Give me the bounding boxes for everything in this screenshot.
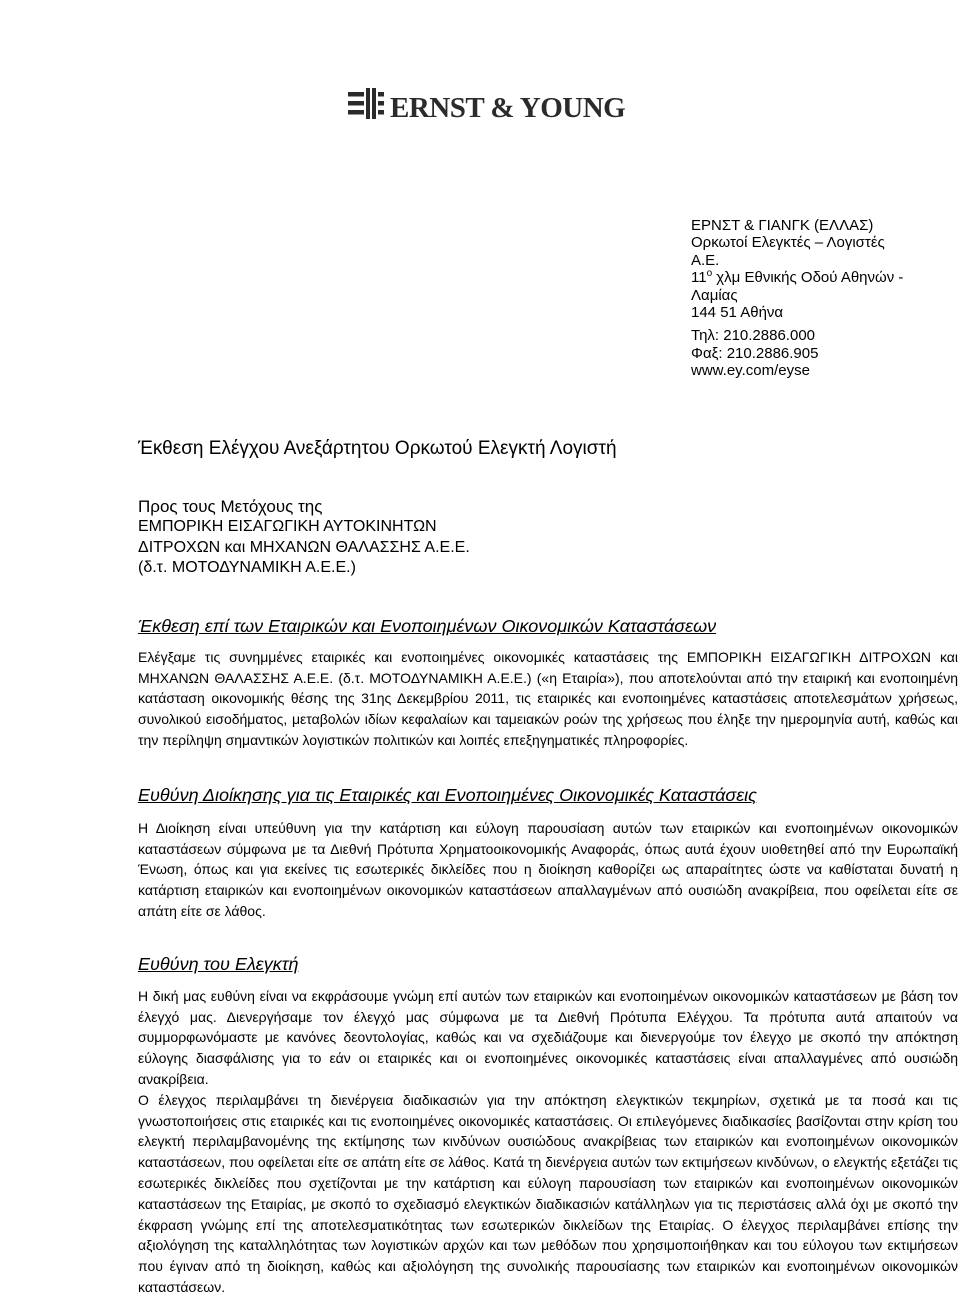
- company-name-line-1: ΕΜΠΟΡΙΚΗ ΕΙΣΑΓΩΓΙΚΗ ΑΥΤΟΚΙΝΗΤΩΝ: [138, 518, 437, 535]
- report-body: [138, 438, 958, 1298]
- paragraph-audit-procedures: Ο έλεγχος περιλαμβάνει τη διενέργεια διαδικασιών για την απόκτηση ελεγκτικών τεκμηρίων, σχετικά με τα ποσά και τις γνωστοποιήσεις στις εταιρικές και τις ενοποιημένες οικονομικές καταστάσεις. Οι επιλεγόμενες διαδικασίες βασίζονται στην κρίση του ελεγκτή περιλαμβανομένης της εκτίμησης των κινδύνων ουσιώδους ανακρίβειας των εταιρικών και ενοποιημένων οικονομικών καταστάσεων, που οφείλεται είτε σε απάτη είτε σε λάθος. Κατά τη διενέργεια αυτών των εκτιμήσεων κινδύνων, ο ελεγκτής εξετάζει τις εσωτερικές δικλείδες που σχετίζονται με την κατάρτιση και εύλογη παρουσίαση των εταιρικών και ενοποιημένων οικονομικών καταστάσεων της Εταιρίας, με σκοπό το σχεδιασμό ελεγκτικών διαδικασιών κατάλληλων για τις περιστάσεις αλλά όχι με σκοπό την έκφραση γνώμης επί της αποτελεσματικότητας των εσωτερικών δικλείδων της Εταιρίας. Ο έλεγχος περιλαμβάνει επίσης την αξιολόγηση της καταλληλότητας των λογιστικών αρχών και των μεθόδων που χρησιμοποιήθηκαν και του εύλογου των εκτιμήσεων που έγιναν από τη διοίκηση, καθώς και αξιολόγηση της συνολικής παρουσίασης των εταιρικών και ενοποιημένων οικονομικών καταστάσεων.: [138, 1091, 958, 1295]
- paragraph-auditor-responsibility: Η δική μας ευθύνη είναι να εκφράσουμε γνώμη επί αυτών των εταιρικών και ενοποιημένων οικονομικών καταστάσεων με βάση τον έλεγχό μας. Διενεργήσαμε τον έλεγχό μας σύμφωνα με τα Διεθνή Πρότυπα Ελέγχου. Τα πρότυπα αυτά απαιτούν να συμμορφωνόμαστε με κανόνες δεοντολογίας, καθώς και να σχεδιάζουμε και διενεργούμε τον έλεγχο με σκοπό την απόκτηση εύλογης διασφάλισης για το εάν οι εταιρικές και οι ενοποιημένες οικονομικές καταστάσεις είναι απαλλαγμένες από ουσιώδη ανακρίβεια.: [138, 987, 958, 1087]
- ernst-young-logo: [346, 84, 626, 124]
- company-name-line-3: (δ.τ. ΜΟΤΟΔΥΝΑΜΙΚΗ Α.Ε.Ε.): [138, 559, 356, 577]
- phone-number: Τηλ: 210.2886.000: [691, 327, 815, 345]
- report-title: Έκθεση Ελέγχου Ανεξάρτητου Ορκωτού Ελεγκτή Λογιστή: [138, 438, 617, 459]
- paragraph-management-responsibility: Η Διοίκηση είναι υπεύθυνη για την κατάρτιση και εύλογη παρουσίαση αυτών των εταιρικών και ενοποιημένων οικονομικών καταστάσεων σύμφωνα με τα Διεθνή Πρότυπα Χρηματοοικονομικής Αναφοράς, όπως αυτά έχουν υιοθετηθεί από την Ευρωπαϊκή Ένωση, όπως και για εκείνες τις εσωτερικές δικλείδες που η διοίκηση καθορίζει ως απαραίτητες ώστε να καθίσταται δυνατή η κατάρτιση εταιρικών και ενοποιημένων οικονομικών καταστάσεων απαλλαγμένων από ουσιώδη ανακρίβεια, που οφείλεται είτε σε απάτη είτε σε λάθος.: [138, 819, 958, 919]
- section-heading-management-responsibility: Ευθύνη Διοίκησης για τις Εταιρικές και Ενοποιημένες Οικονομικές Καταστάσεις: [138, 784, 757, 805]
- website: www.ey.com/eyse: [691, 362, 810, 380]
- postcode-city: 144 51 Αθήνα: [691, 304, 784, 322]
- ernst-young-logo-mark: [346, 84, 626, 124]
- addressee-block: [138, 497, 958, 579]
- street-number-ordinal: ο: [706, 268, 713, 280]
- firm-address-block: [691, 217, 941, 380]
- firm-suffix: Α.Ε.: [691, 251, 720, 269]
- street-line-2: Λαμίας: [691, 286, 738, 304]
- street-text: χλμ Εθνικής Οδού Αθηνών -: [712, 269, 904, 287]
- fax-number: Φαξ: 210.2886.905: [691, 344, 819, 362]
- street-line-1: [691, 269, 941, 286]
- street-number: 11: [691, 269, 707, 287]
- section-heading-auditor-responsibility: Ευθύνη του Ελεγκτή: [138, 953, 299, 974]
- addressee-to: Προς τους Μετόχους της: [138, 497, 323, 516]
- section-heading-opinion-report: Έκθεση επί των Εταιρικών και Ενοποιημένων Οικονομικών Καταστάσεων: [138, 615, 717, 636]
- paragraph-scope: Ελέγξαμε τις συνημμένες εταιρικές και ενοποιημένες οικονομικές καταστάσεις της ΕΜΠΟΡΙΚΗ ΕΙΣΑΓΩΓΙΚΗ ΔΙΤΡΟΧΩΝ και ΜΗΧΑΝΩΝ ΘΑΛΑΣΣΗΣ Α.Ε.Ε. (δ.τ. ΜΟΤΟΔΥΝΑΜΙΚΗ Α.Ε.Ε.) («η Εταιρία»), που αποτελούνται από την εταιρική και ενοποιημένη κατάσταση οικονομικής θέσης της 31ης Δεκεμβρίου 2011, τις εταιρικές και ενοποιημένες καταστάσεις αποτελεσμάτων χρήσεως, συνολικού εισοδήματος, μεταβολών ιδίων κεφαλαίων και ταμειακών ροών της χρήσεως που έληξε την ημερομηνία αυτή, καθώς και την περίληψη σημαντικών λογιστικών πολιτικών και λοιπές επεξηγηματικές πληροφορίες.: [138, 648, 958, 748]
- logo-wordmark: ERNST & YOUNG: [390, 92, 626, 124]
- firm-name: ΕΡΝΣΤ & ΓΙΑΝΓΚ (ΕΛΛΑΣ): [691, 217, 874, 234]
- company-name-line-2: ΔΙΤΡΟΧΩΝ και ΜΗΧΑΝΩΝ ΘΑΛΑΣΣΗΣ Α.Ε.Ε.: [138, 538, 470, 556]
- firm-type: Ορκωτοί Ελεγκτές – Λογιστές: [691, 234, 885, 252]
